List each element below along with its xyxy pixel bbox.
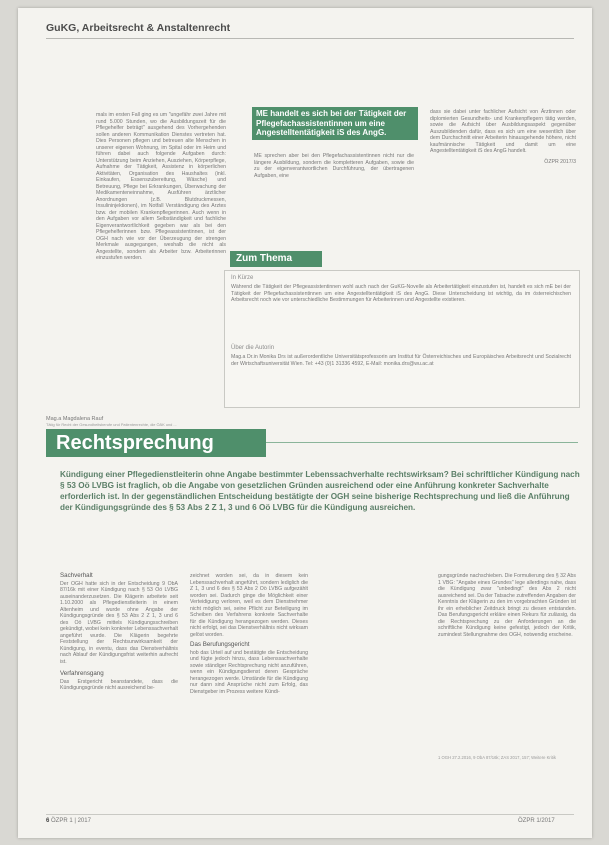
page-number: 6 [46, 818, 50, 824]
kuerze-text: Während die Tätigkeit der Pflegeassistentinnen wohl auch nach der GuKG-Novelle als Arbeitertätigkeit einzustufen ist, handelt es sich mE bei der Tätigkeit der Pflegefachassistentinnen um eine Angestelltentätigkeit iS des AngG. Diese Unterscheidung ist wichtig, da im österreichischen Arbeitsrecht noch wie vor unterschiedliche Bestimmungen für Arbeiterinnen und Angestellte existieren. [231, 284, 571, 304]
verfahrensgang-text: Das Erstgericht beanstandete, dass die Kündigungsgründe nicht ausreichend be- [60, 678, 178, 691]
footer-left-text: ÖZPR 1 | 2017 [51, 818, 91, 824]
author-name: Mag.a Magdalena Rauf [46, 416, 104, 422]
right-column-text: dass sie dabei unter fachlicher Aufsicht von Ärztinnen oder diplomierten Gesundheits- und Krankenpflegern tätig werden, sowie die Aufsicht über Ausbildungsaspekt gegenüber Auszubildenden dafür, dass es sich um eine wesentlich über dem Durchschnitt einer Arbeiterin hinausgehende höhere, nicht kaufmännische Tätigkeit und damit um eine Angestelltentätigkeit iS des AngG handelt. [430, 109, 576, 154]
article-column-1 [60, 573, 178, 694]
middle-column-top [254, 153, 414, 181]
footnote: 1 OGH 27.2.2016, 9 ObA 87/16k; ZAS 2017, 157; Weitere Kritik [438, 755, 556, 760]
verfahrensgang-heading: Verfahrensgang [60, 670, 104, 677]
left-column-text: mals im ersten Fall ging es um "ungefähr zwei Jahre mit rund 5.000 Stunden, wo die Ausbildungszeit für die Pflegehelfer beträgt" ausgehend des Vorhergehenden sollen anderen Kommunikation Dienstes vertreten hat. Dies Personen pflegen und betreuen alte Menschen in unserer eigenen Wohnung, im Spital oder im Heim und führen dabei auch folgende Aufgaben durch: Unterstützung beim Anziehen, Ausziehen, Körperpflege, Aufnahme der Tätigkeit, Assistenz in körperlichen Aktivitäten, Organisation des Haushaltes (inkl. Einkaufen, Essenszubereitung, Wäsche) und Betreuung, Pflege bei Erkrankungen, Überwachung der Medikamenteneinnahme, Ausführen ärztlicher Anordnungen (z.B. Blutdruckmessen, Insulininjektionen), im Notfall Verständigung des Arztes bzw. der mobilen Krankenpflegerinnen. Auch wenn in den Aufgaben vor allem Selbständigkeit und fachliche Eigenverantwortlichkeit gegeben war als bei den Pflegehelferinnen bzw. Pflegeassistentinnen, ist der OGH nach wie vor der Überzeugung der strengen Merkmale ausgegangen, weshalb die nicht als Angestellte, sondern als Arbeiter bzw. Arbeiterinnen einzustufen werden. [96, 112, 226, 261]
middle-column-text: ME sprechen aber bei den Pflegefachassistentinnen nicht nur die längere Ausbildung, sondern die kompletteren Aufgaben, sowie die zu der eigenverantwortlichen Durchführung, der übertragenen Aufgaben, eine [254, 153, 414, 179]
rechtsprechung-lead: Kündigung einer Pflegedienstleiterin ohne Angabe bestimmter Lebenssachverhalte rechtswirksam? Bei schriftlicher Kündigung nach § 53 Oö LVBG ist fraglich, ob die Angabe von gesetzlichen Gründen ausreichend oder eine Anführung konkreter Sachverhalte erforderlich ist. In der gegenständlichen Entscheidung bestätigte der OGH seine bisherige Rechtsprechung und ließ die Anführung der Kündigungsgründe des § 53 Abs 2 Z 1, 3 und 6 Oö LVBG für die Kündigung ausreichen. [60, 470, 580, 512]
kuerze-label: In Kürze [231, 275, 254, 281]
article-column-3 [438, 573, 576, 640]
right-column-citation: ÖZPR 2017/3 [544, 158, 576, 165]
zum-thema-heading: Zum Thema [230, 251, 322, 267]
right-column-top [430, 109, 576, 167]
author-note: Tätig für Recht der Gesundheitsberufe und Patientenrechte, die ÖÄK und ... [46, 422, 177, 427]
column-2-text: zeichnet worden sei, da in diesem kein Lebenssachverhalt angeführt, sondern lediglich die Z 1, 3 und 6 des § 53 Abs 2 Oö LVBG aufgezählt worden sei. Dadurch ginge die Möglichkeit einer Verteidigung verloren, weil es dem Dienstnehmer nicht möglich sei, seine Pflicht zur Beteiligung im Scheiben des Verfahrens konkrete Sachverhalte für die Kündigung herangezogen werden. Dieses nicht erfolgt, sei das Dienstverhältnis nicht wirksam gelöst worden. [190, 573, 308, 638]
berufungsgericht-text: hob das Urteil auf und bestätigte die Entscheidung und fügte jedoch hinzu, dass Lebenssachverhalte sowie ständiger Rechtsprechung nicht anzuführen, wenn ein Kündigungsdienst deren Gespräche herangezogen werde. Umstände für die Kündigung nur dann sind Ansprüche nicht zum Erfolg, das Dienstgeber im Prozess weitere Kündi- [190, 649, 308, 695]
sachverhalt-heading: Sachverhalt [60, 572, 93, 579]
footer-right: ÖZPR 1/2017 [518, 818, 555, 824]
highlight-box-text: ME handelt es sich bei der Tätigkeit der Pflegefachassistentinnen um eine Angestelltentätigkeit iS des AngG. [256, 109, 407, 137]
rechtsprechung-heading: Rechtsprechung [46, 429, 266, 457]
highlight-box [252, 107, 418, 140]
author-byline [46, 416, 266, 427]
column-3-text: gungsgründe nachschieben. Die Formulierung des § 32 Abs 1 VBG: "Angabe eines Grundes" lege allerdings nahe, dass die Kündigung zwar "unbedingt" des Abs 2 nicht ausreichend sei. Da der Tatsache zutreffenden Angaben der Kenntnis der Klägerin zu den im vorgebrachten Gründen ist ihr ein erheblicher Zeitdruck bringt zu diesen entstanden. Das Berufungsgericht erkläre einen Rekurs für zulässig, da die Rechtsprechung zu der Anforderungen an die schriftliche Kündigung keine gefestigt, jedoch der Kritik, zumindest Stellungnahme des OGH, notwendig erscheine. [438, 573, 576, 638]
footer-divider [46, 814, 574, 815]
document-page [18, 8, 592, 838]
berufungsgericht-heading: Das Berufungsgericht [190, 641, 250, 648]
article-column-2 [190, 573, 308, 697]
zum-thema-box [224, 270, 580, 408]
rechtsprechung-rule [266, 442, 578, 443]
header-divider [46, 38, 574, 39]
page-header-title: GuKG, Arbeitsrecht & Anstaltenrecht [46, 22, 231, 34]
footer-left [46, 818, 91, 824]
autorin-label: Über die Autorin [231, 345, 275, 351]
autorin-text: Mag.a Dr.in Monika Drs ist außerordentliche Universitätsprofessorin am Institut für Österreichisches und Europäisches Arbeitsrecht und Sozialrecht der Wirtschaftsuniversität Wien. Tel: +43 (0)1 31336 4592, E-Mail: monika.drs@wu.ac.at [231, 354, 571, 367]
left-column-top [96, 112, 226, 264]
sachverhalt-text: Der OGH hatte sich in der Entscheidung 9 ObA 87/16k mit einer Kündigung nach § 53 Oö LVBG auseinanderzusetzen. Die Klägerin arbeitete seit 1.10.2000 als Pflegedienstleiterin in einem Altenheim und wurde ohne Angabe der Kündigungsgründe des § 53 Abs 2 Z 1, 3 und 6 des Oö LVBG mittels Kündigungsschreiben gekündigt, wobei kein konkreter Lebenssachverhalt angeführt wurde. Die Klägerin begehrte Feststellung der Rechtsunwirksamkeit der Kündigung, in eventu, dass das Dienstverhältnis nach Ablauf der Kündigungsfrist weiterhin aufrecht ist. [60, 580, 178, 665]
